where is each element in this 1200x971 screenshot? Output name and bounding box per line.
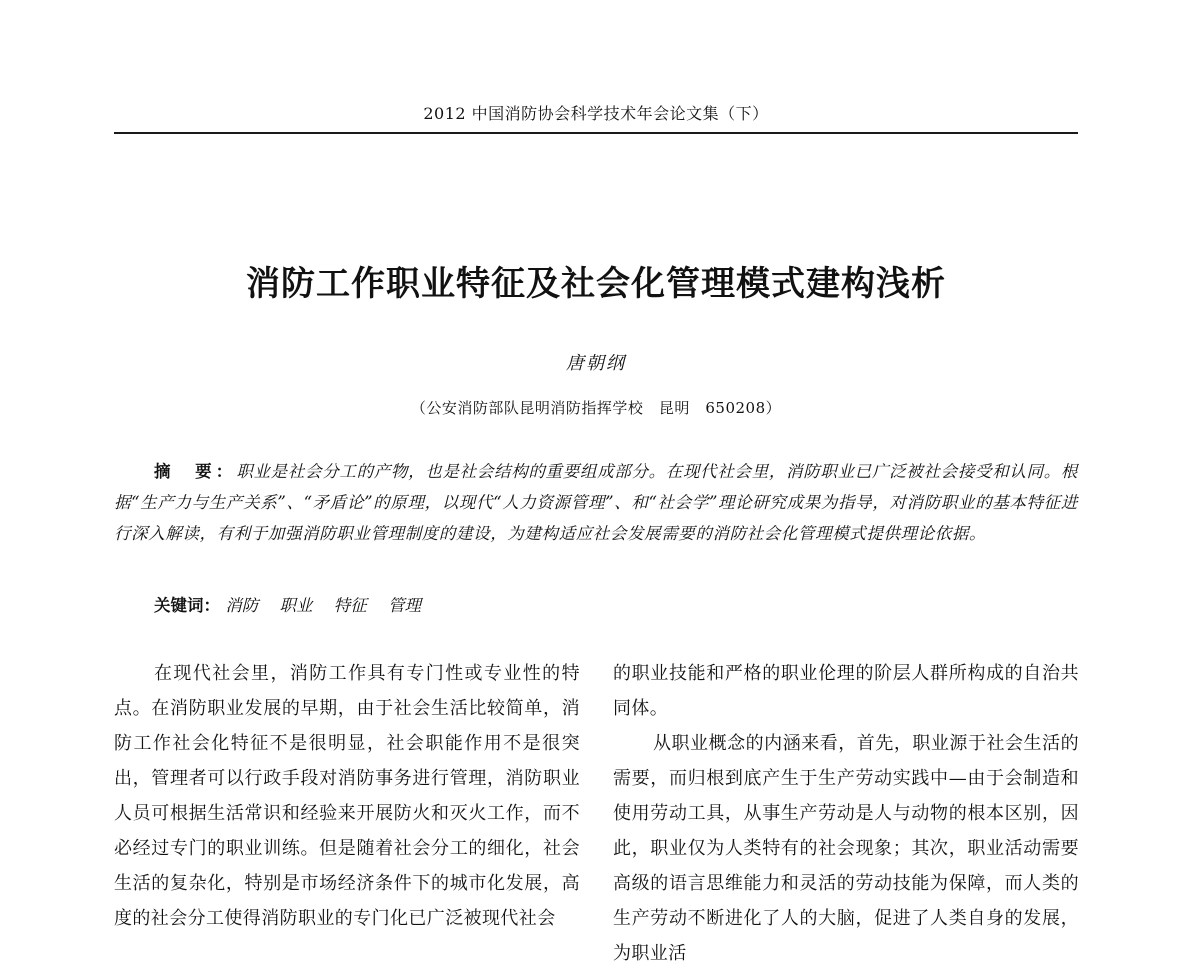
body-paragraph-continuation: 的职业技能和严格的职业伦理的阶层人群所构成的自治共同体。 bbox=[613, 663, 1079, 719]
author-name: 唐朝纲 bbox=[566, 353, 626, 374]
body-paragraph: 在现代社会里，消防工作具有专门性或专业性的特点。在消防职业发展的早期，由于社会生活比较简单，消防工作社会化特征不是很明显，社会职能作用不是很突出，管理者可以行政手段对消防事务进行管理，消防职业人员可根据生活常识和经验来开展防火和灭火工作，而不必经过专门的职业训练。但是随着社会分工的细化，社会生活的复杂化，特别是市场经济条件下的城市化发展，高度的社会分工使得消防职业的专门化已广泛被现代社会 bbox=[114, 663, 580, 929]
abstract bbox=[114, 456, 1078, 549]
body-column-right bbox=[613, 656, 1079, 971]
keyword: 特征 bbox=[333, 596, 367, 615]
abstract-text: 职业是社会分工的产物，也是社会结构的重要组成部分。在现代社会里，消防职业已广泛被社会接受和认同。根据“生产力与生产关系”、“矛盾论”的原理，以现代“人力资源管理”、和“社会学”理论研究成果为指导，对消防职业的基本特征进行深入解读，有利于加强消防职业管理制度的建设，为建构适应社会发展需要的消防社会化管理模式提供理论依据。 bbox=[114, 462, 1079, 543]
running-header: 2012 中国消防协会科学技术年会论文集（下） bbox=[423, 104, 769, 123]
body-column-left bbox=[114, 656, 580, 936]
author-affiliation: （公安消防部队昆明消防指挥学校 昆明 650208） bbox=[410, 399, 782, 417]
paper-title: 消防工作职业特征及社会化管理模式建构浅析 bbox=[246, 264, 946, 304]
keyword: 管理 bbox=[388, 596, 421, 615]
header-rule bbox=[114, 132, 1078, 134]
keyword: 职业 bbox=[279, 596, 313, 615]
body-paragraph: 从职业概念的内涵来看，首先，职业源于社会生活的需要，而归根到底产生于生产劳动实践中—由于会制造和使用劳动工具，从事生产劳动是人与动物的根本区别，因此，职业仅为人类特有的社会现象；其次，职业活动需要高级的语言思维能力和灵活的劳动技能为保障，而人类的生产劳动不断进化了人的大脑，促进了人类自身的发展，为职业活 bbox=[613, 733, 1079, 964]
keywords bbox=[154, 592, 1078, 620]
keywords-label: 关键词： bbox=[154, 596, 220, 615]
abstract-label: 摘 要： bbox=[154, 462, 237, 481]
keyword: 消防 bbox=[225, 596, 259, 615]
